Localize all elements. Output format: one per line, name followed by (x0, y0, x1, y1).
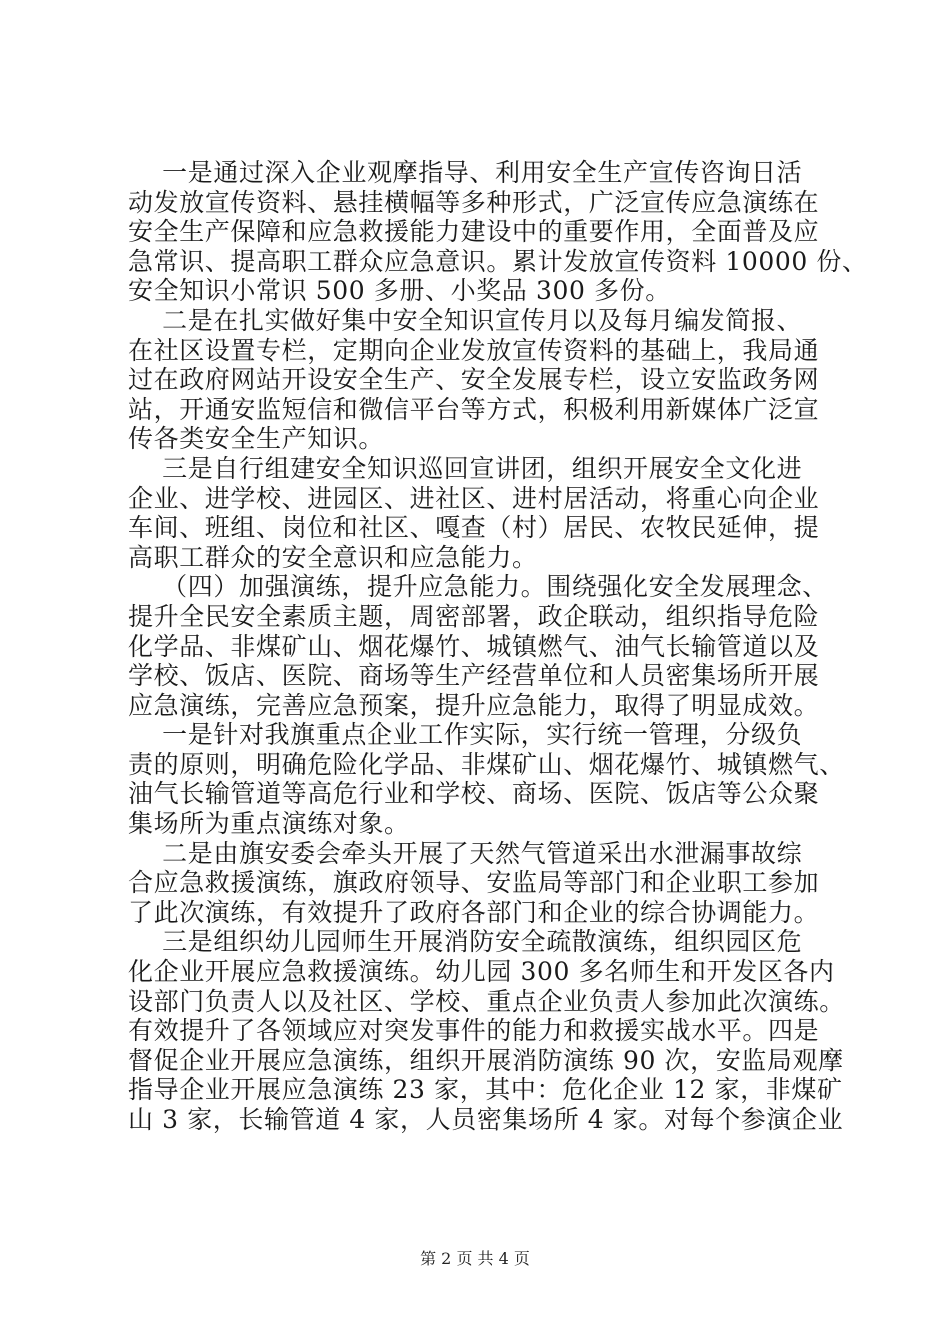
text-line: 三是组织幼儿园师生开展消防安全疏散演练，组织园区危 (128, 927, 803, 957)
text-line: 在社区设置专栏，定期向企业发放宣传资料的基础上，我局通 (128, 335, 820, 365)
text-line: 站，开通安监短信和微信平台等方式，积极利用新媒体广泛宣 (128, 394, 820, 424)
text-line: 动发放宣传资料、悬挂横幅等多种形式，广泛宣传应急演练在 (128, 187, 820, 217)
text-line: （四）加强演练，提升应急能力。围绕强化安全发展理念、 (128, 572, 828, 602)
text-line: 化学品、非煤矿山、烟花爆竹、城镇燃气、油气长输管道以及 (128, 631, 820, 661)
text-line: 提升全民安全素质主题，周密部署，政企联动，组织指导危险 (128, 601, 820, 631)
text-line: 山 3 家，长输管道 4 家，人员密集场所 4 家。对每个参演企业 (128, 1105, 844, 1134)
text-line: 安全知识小常识 500 多册、小奖品 300 多份。 (128, 276, 671, 306)
text-line: 二是在扎实做好集中安全知识宣传月以及每月编发简报、 (128, 305, 803, 335)
text-line: 有效提升了各领域应对突发事件的能力和救援实战水平。四是 (128, 1016, 820, 1046)
page-footer: 第 2 页 共 4 页 (420, 1249, 530, 1268)
text-line: 合应急救援演练，旗政府领导、安监局等部门和企业职工参加 (128, 868, 820, 898)
text-line: 指导企业开展应急演练 23 家，其中：危化企业 12 家，非煤矿 (128, 1075, 843, 1105)
text-line: 督促企业开展应急演练，组织开展消防演练 90 次，安监局观摩 (128, 1045, 844, 1075)
text-line: 集场所为重点演练对象。 (128, 809, 410, 839)
text-line: 急常识、提高职工群众应急意识。累计发放宣传资料 10000 份、 (128, 246, 868, 276)
text-line: 应急演练，完善应急预案，提升应急能力，取得了明显成效。 (128, 690, 820, 720)
text-line: 一是针对我旗重点企业工作实际，实行统一管理，分级负 (128, 720, 803, 750)
text-line: 化企业开展应急救援演练。幼儿园 300 多名师生和开发区各内 (128, 957, 835, 987)
text-line: 二是由旗安委会牵头开展了天然气管道采出水泄漏事故综 (128, 838, 803, 868)
text-line: 三是自行组建安全知识巡回宣讲团，组织开展安全文化进 (128, 453, 803, 483)
text-line: 安全生产保障和应急救援能力建设中的重要作用，全面普及应 (128, 217, 820, 247)
document-body (128, 158, 868, 1135)
text-line: 油气长输管道等高危行业和学校、商场、医院、饭店等公众聚 (128, 779, 820, 809)
text-line: 设部门负责人以及社区、学校、重点企业负责人参加此次演练。 (128, 986, 845, 1016)
text-line: 高职工群众的安全意识和应急能力。 (128, 542, 538, 572)
text-line: 传各类安全生产知识。 (128, 424, 385, 454)
text-line: 学校、饭店、医院、商场等生产经营单位和人员密集场所开展 (128, 661, 820, 691)
text-line: 了此次演练，有效提升了政府各部门和企业的综合协调能力。 (128, 897, 820, 927)
text-line: 责的原则，明确危险化学品、非煤矿山、烟花爆竹、城镇燃气、 (128, 749, 845, 779)
text-line: 车间、班组、岗位和社区、嘎查（村）居民、农牧民延伸，提 (128, 513, 820, 543)
text-line: 过在政府网站开设安全生产、安全发展专栏，设立安监政务网 (128, 365, 820, 395)
text-line: 企业、进学校、进园区、进社区、进村居活动，将重心向企业 (128, 483, 820, 513)
text-line: 一是通过深入企业观摩指导、利用安全生产宣传咨询日活 (128, 158, 803, 187)
